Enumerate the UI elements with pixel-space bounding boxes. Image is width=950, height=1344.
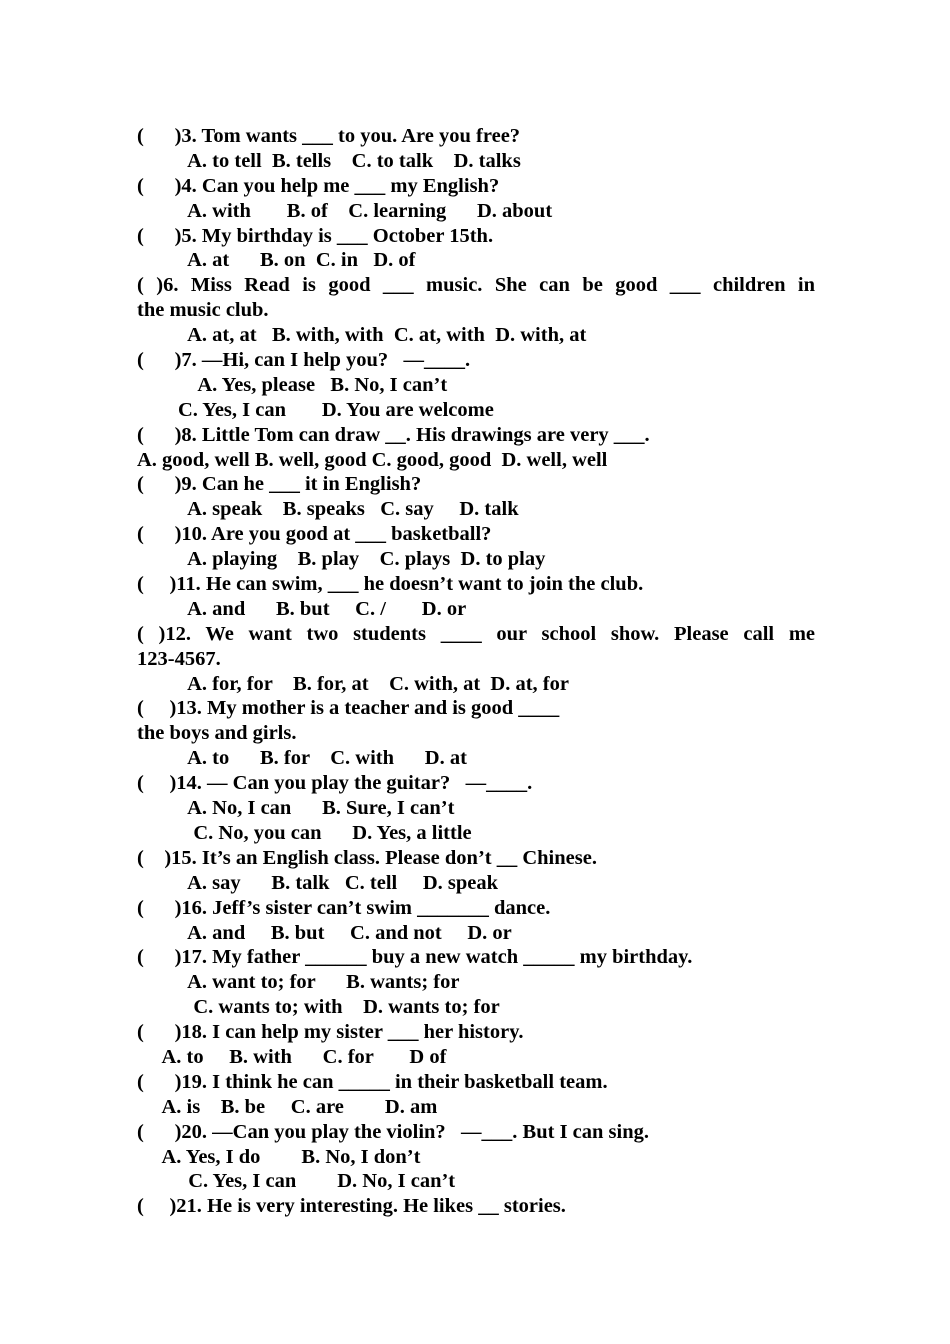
question-13-continued: the boys and girls. [137,722,297,745]
question-3: ( )3. Tom wants ___ to you. Are you free? [137,125,521,147]
question-12: ( )12. We want two students ____ our school show. Please call me [137,622,815,645]
options-19: A. is B. be C. are D. am [137,1095,438,1118]
options-18: A. to B. with C. for D of [137,1045,447,1068]
question-14: ( )14. — Can you play the guitar? —____. [137,772,533,795]
question-18: ( )18. I can help my sister ___ her history. [137,1021,524,1044]
question-4: ( )4. Can you help me ___ my English? [137,174,500,197]
options-7-cd: C. Yes, I can D. You are welcome [137,398,494,421]
options-16: A. and B. but C. and not D. or [137,921,512,944]
question-13: ( )13. My mother is a teacher and is good ____ [137,697,560,720]
options-15: A. say B. talk C. tell D. speak [137,871,499,894]
options-4: A. with B. of C. learning D. about [137,199,553,222]
question-17: ( )17. My father ______ buy a new watch _____ my birthday. [137,946,693,969]
options-17-cd: C. wants to; with D. wants to; for [137,996,500,1019]
options-14-cd: C. No, you can D. Yes, a little [137,821,472,844]
options-20-ab: A. Yes, I do B. No, I don’t [137,1145,421,1168]
options-3: A. to tell B. tells C. to talk D. talks [137,149,521,172]
options-9: A. speak B. speaks C. say D. talk [137,498,519,521]
question-5: ( )5. My birthday is ___ October 15th. [137,224,494,247]
question-10: ( )10. Are you good at ___ basketball? [137,523,492,546]
question-11: ( )11. He can swim, ___ he doesn’t want to join the club. [137,573,644,596]
question-6-continued: the music club. [137,299,269,322]
exercise-list [137,124,815,1219]
question-6: ( )6. Miss Read is good ___ music. She can be good ___ children in [137,274,815,297]
options-7-ab: A. Yes, please B. No, I can’t [137,373,448,396]
question-21: ( )21. He is very interesting. He likes __ stories. [137,1195,566,1218]
question-12-continued: 123-4567. [137,647,221,670]
options-12: A. for, for B. for, at C. with, at D. at, for [137,672,569,695]
options-20-cd: C. Yes, I can D. No, I can’t [137,1170,456,1193]
question-20: ( )20. —Can you play the violin? —___. But I can sing. [137,1120,649,1143]
question-15: ( )15. It’s an English class. Please don’t __ Chinese. [137,846,597,869]
options-6: A. at, at B. with, with C. at, with D. with, at [137,324,587,347]
options-11: A. and B. but C. / D. or [137,597,467,620]
options-13: A. to B. for C. with D. at [137,747,467,770]
options-14-ab: A. No, I can B. Sure, I can’t [137,797,455,820]
options-8: A. good, well B. well, good C. good, good D. well, well [137,448,608,471]
question-7: ( )7. —Hi, can I help you? —____. [137,349,471,372]
question-8: ( )8. Little Tom can draw __. His drawings are very ___. [137,423,650,446]
question-19: ( )19. I think he can _____ in their basketball team. [137,1070,608,1093]
question-16: ( )16. Jeff’s sister can’t swim _______ dance. [137,896,551,919]
question-9: ( )9. Can he ___ it in English? [137,473,422,496]
options-17-ab: A. want to; for B. wants; for [137,971,460,994]
options-5: A. at B. on C. in D. of [137,249,416,272]
options-10: A. playing B. play C. plays D. to play [137,548,546,571]
